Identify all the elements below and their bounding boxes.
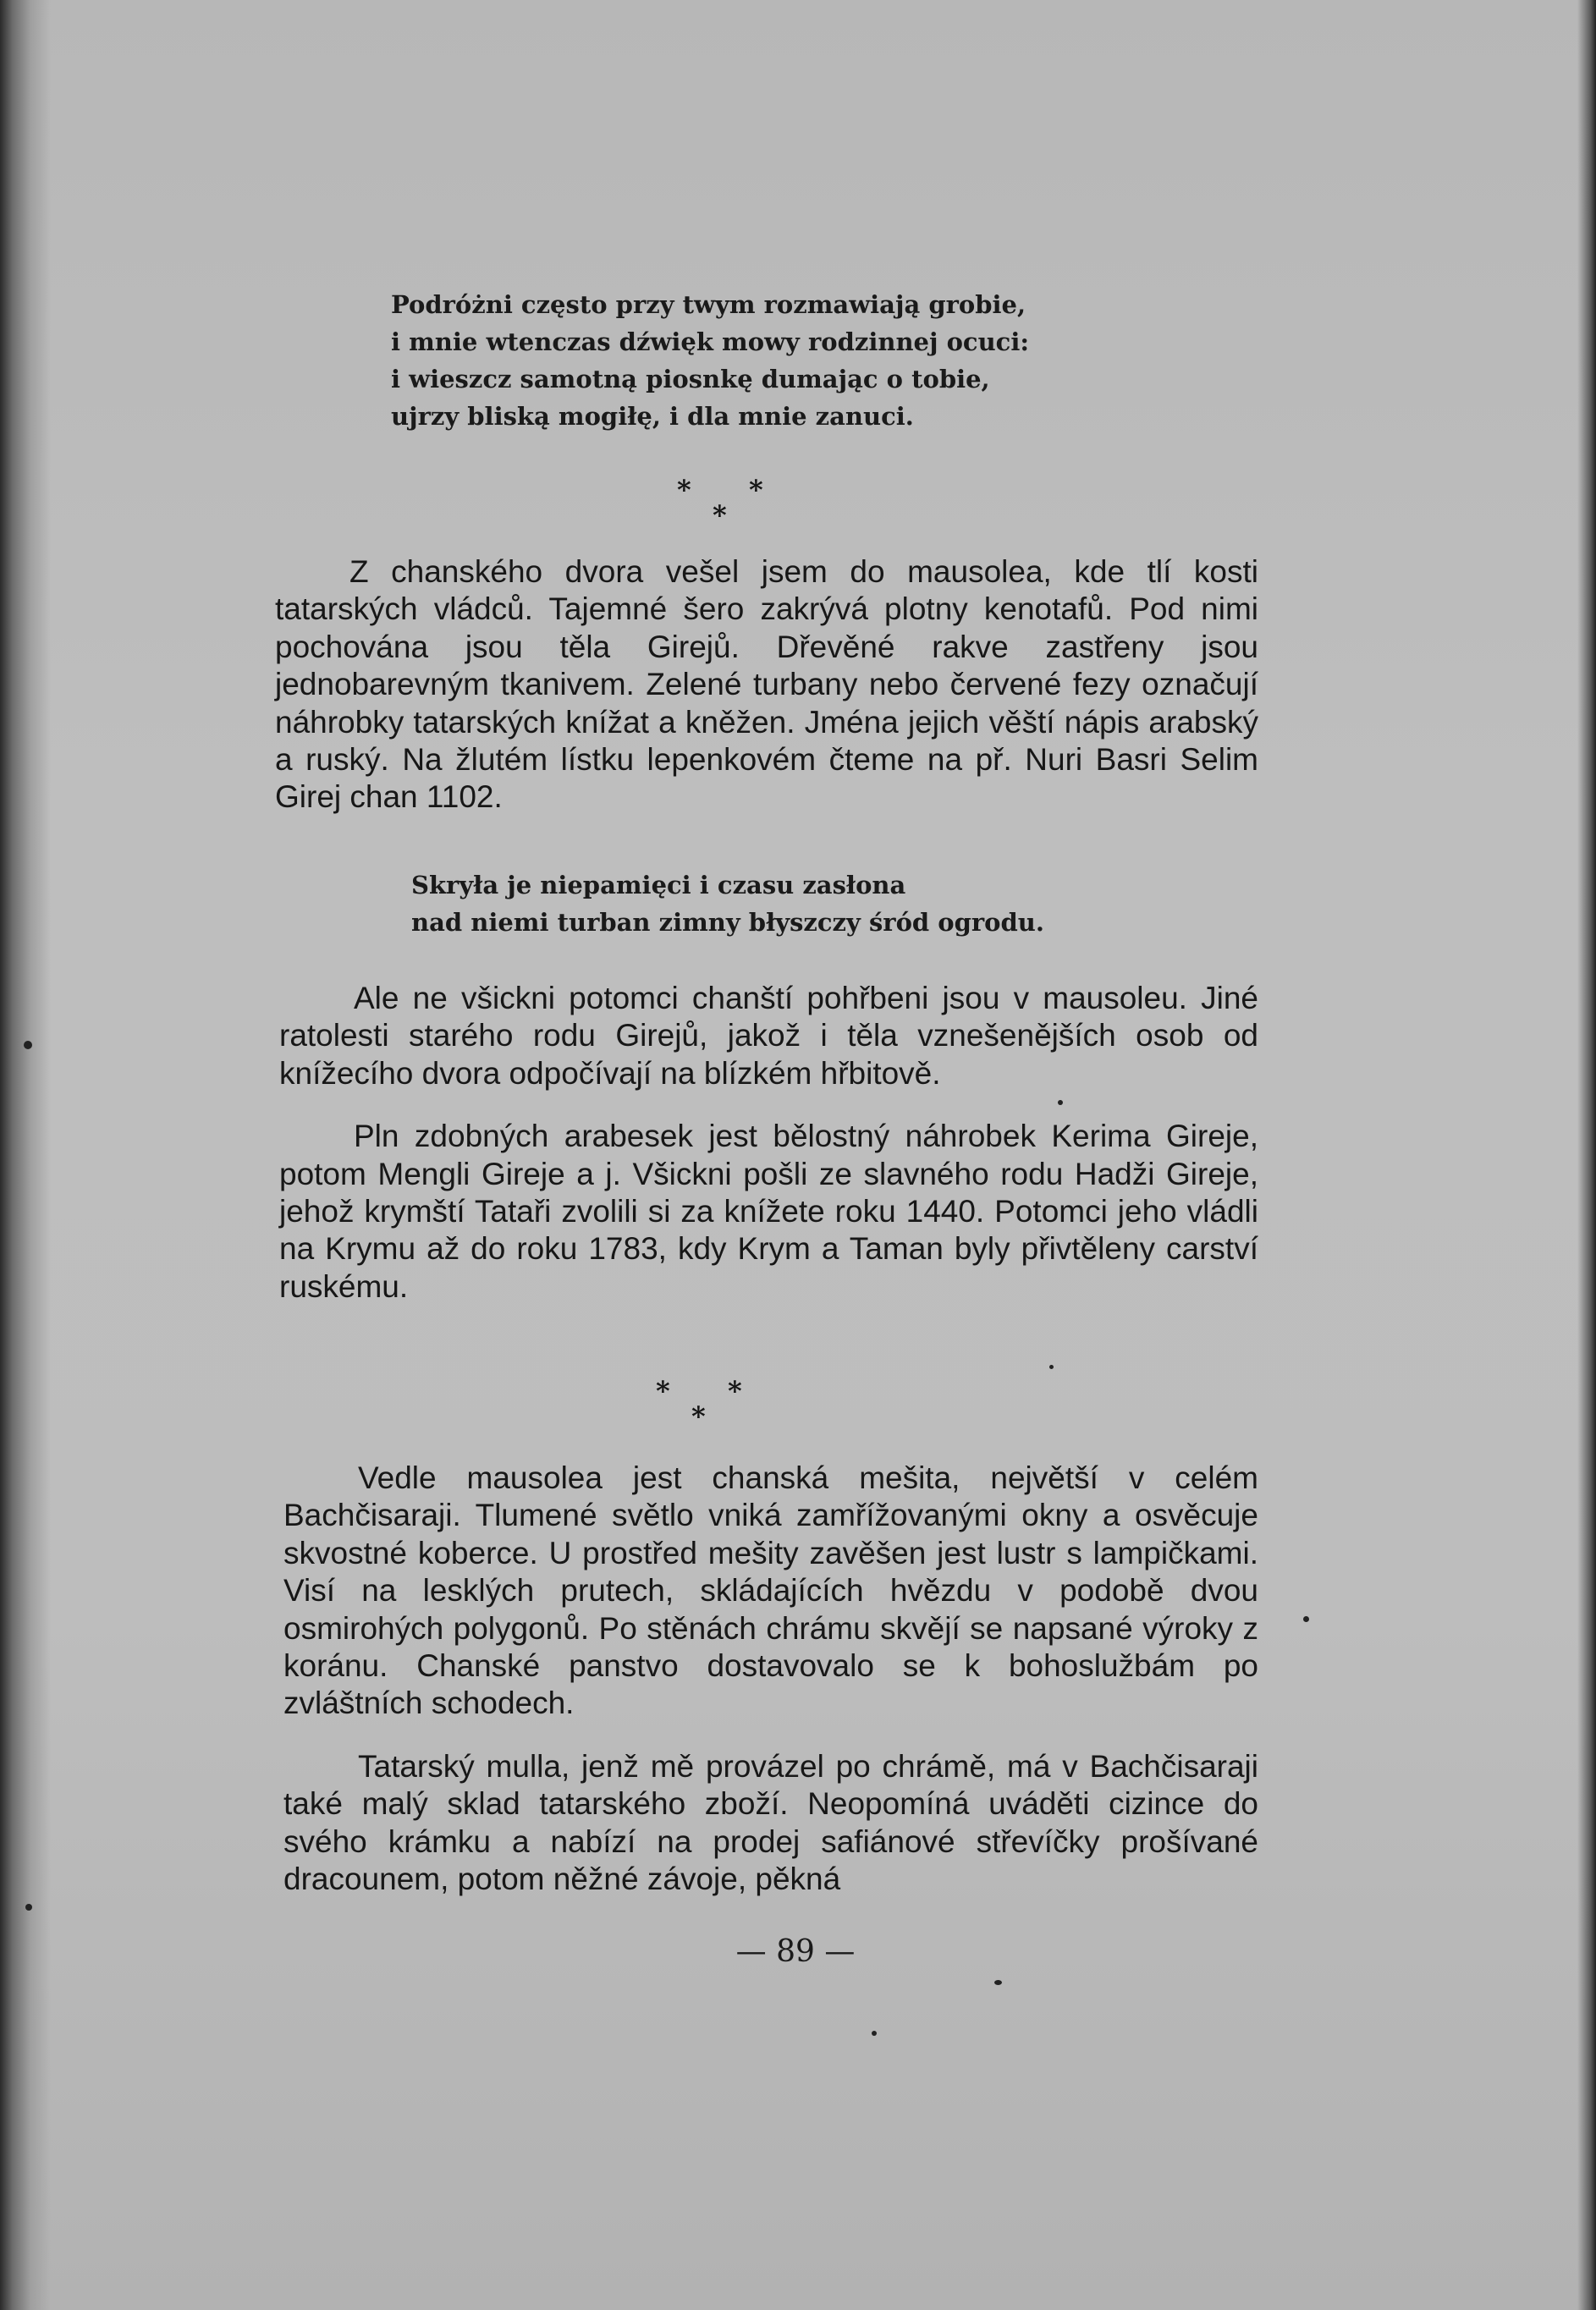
book-spine-shadow xyxy=(0,0,51,2310)
scan-speck xyxy=(24,1041,32,1049)
text-section-cemetery xyxy=(279,980,1258,1306)
asterisk: * xyxy=(677,474,691,506)
asterisk: * xyxy=(691,1400,706,1433)
paragraph: Z chanského dvora vešel jsem do mausolea, kde tlí kosti tatarských vládců. Tajemné šero zakrývá plotny kenotafů. Pod nimi pochována jsou těla Girejů. Dřevěné rakve zastřeny jsou jednobarevným tkanivem. Zelené turbany nebo červené fezy označují náhrobky tatarských knížat a kněžen. Jména jejich věští nápis arabský a ruský. Na žlutém lístku lepenkovém čteme na př. Nuri Basri Selim Girej chan 1102. xyxy=(275,554,1258,815)
page-edge-shadow xyxy=(1577,0,1596,2310)
page-number: — 89 — xyxy=(735,1934,856,1969)
paragraph: Tatarský mulla, jenž mě provázel po chrámě, má v Bachčisaraji také malý sklad tatarského zboží. Neopomíná uváděti cizince do svého krámku a nabízí na prodej safiánové střevíčky prošívané dracounem, potom něžné závoje, pěkná xyxy=(283,1748,1258,1897)
text-section-mausoleum xyxy=(275,553,1258,817)
section-separator-asterisks xyxy=(647,1375,817,1443)
verse-line: nad niemi turban zimny błyszczy śród ogrodu. xyxy=(411,908,1044,937)
section-separator-asterisks xyxy=(669,474,838,542)
verse-line: Podróżni często przy twym rozmawiają grobie, xyxy=(391,290,1026,319)
text-section-mosque xyxy=(283,1460,1258,1898)
verse-line: i mnie wtenczas dźwięk mowy rodzinnej ocuci: xyxy=(391,327,1030,356)
polish-verse-quote xyxy=(391,286,1029,435)
scan-speck xyxy=(994,1980,1002,1985)
scan-speck xyxy=(1058,1100,1063,1105)
paragraph: Pln zdobných arabesek jest bělostný náhrobek Kerima Gireje, potom Mengli Gireje a j. Všickni pošli ze slavného rodu Hadži Gireje, jehož krymští Tataři zvolili si za knížete roku 1440. Potomci jeho vládli na Krymu až do roku 1783, kdy Krym a Taman byly přivtěleny carství ruskému. xyxy=(279,1119,1258,1304)
asterisk: * xyxy=(656,1375,670,1407)
asterisk: * xyxy=(713,499,727,531)
verse-line: Skryła je niepamięci i czasu zasłona xyxy=(411,871,906,899)
asterisk: * xyxy=(749,474,763,506)
paragraph: Vedle mausolea jest chanská mešita, největší v celém Bachčisaraji. Tlumené světlo vniká zamřížovanými okny a osvěcuje skvostné koberce. U prostřed mešity zavěšen jest lustr s lampičkami. Visí na lesklých prutech, skládajících hvězdu v podobě dvou osmirohých polygonů. Po stěnách chrámu skvějí se napsané výroky z koránu. Chanské panstvo dostavovalo se k bohoslužbám po zvláštních schodech. xyxy=(283,1460,1258,1721)
scan-speck xyxy=(1049,1365,1054,1369)
paragraph: Ale ne všickni potomci chanští pohřbeni jsou v mausoleu. Jiné ratolesti starého rodu Girejů, jakož i těla vznešenějších osob od knížecího dvora odpočívají na blízkém hřbitově. xyxy=(279,981,1258,1091)
verse-line: i wieszcz samotną piosnkę dumając o tobie, xyxy=(391,365,990,393)
polish-verse-quote xyxy=(411,866,1044,941)
scan-speck xyxy=(25,1904,32,1911)
scan-speck xyxy=(1303,1616,1309,1622)
verse-line: ujrzy bliską mogiłę, i dla mnie zanuci. xyxy=(391,402,914,431)
scan-speck xyxy=(872,2031,877,2036)
asterisk: * xyxy=(728,1375,742,1407)
